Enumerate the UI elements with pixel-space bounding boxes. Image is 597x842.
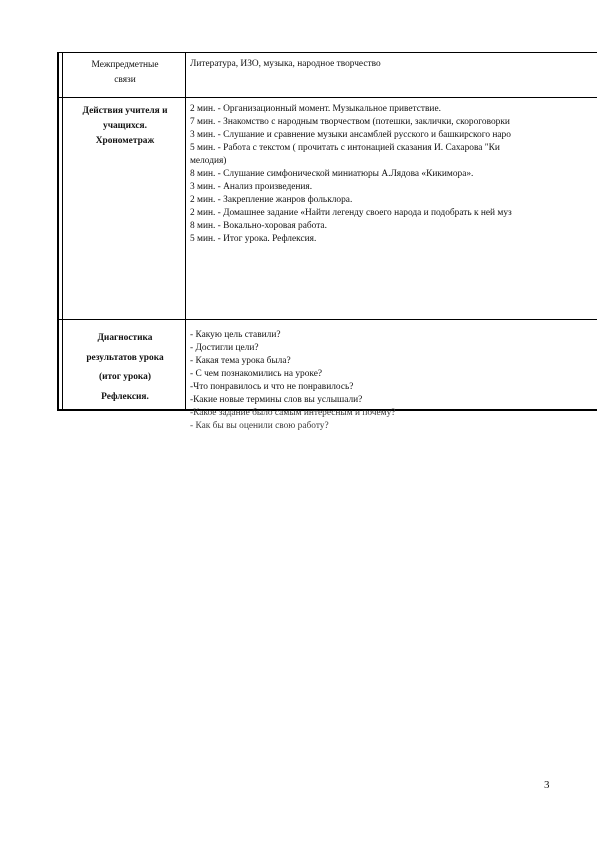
row-content-cell (189, 320, 597, 431)
content-line: 2 мин. - Домашнее задание «Найти легенду своего народа и подобрать к ней муз (190, 208, 512, 218)
content-line: - С чем познакомились на уроке? (190, 369, 323, 379)
label-line: Действия учителя и (82, 106, 168, 116)
label-line: Диагностика (97, 333, 153, 343)
row-content (189, 320, 597, 433)
content-line: -Что понравилось и что не понравилось? (190, 382, 354, 392)
content-line: - Достигли цели? (190, 343, 259, 353)
content-line: 8 мин. - Слушание симфонической миниатюры А.Лядова «Кикимора». (190, 169, 474, 179)
row-label (65, 53, 185, 88)
label-line: Хронометраж (95, 136, 155, 146)
lesson-plan-table (57, 52, 597, 431)
label-line: учащихся. (103, 121, 147, 131)
row-label-cell (65, 320, 186, 409)
content-line: 5 мин. - Итог урока. Рефлексия. (190, 234, 317, 244)
label-line: результатов урока (86, 352, 164, 363)
content-line: 3 мин. - Слушание и сравнение музыки ансамблей русского и башкирского наро (190, 130, 511, 140)
content-line: Литература, ИЗО, музыка, народное творчество (190, 59, 381, 69)
label-line: связи (114, 75, 136, 85)
row-content-cell (189, 53, 597, 97)
content-line: 2 мин. - Организационный момент. Музыкальное приветствие. (190, 104, 441, 114)
content-line: - Какая тема урока была? (190, 356, 291, 366)
content-line: 5 мин. - Работа с текстом ( прочитать с интонацией сказания И. Сахарова "Ки (190, 143, 500, 153)
row-content (189, 98, 597, 246)
row-label-cell (65, 53, 186, 97)
label-line: Рефлексия. (101, 391, 149, 402)
row-label-cell (65, 98, 186, 319)
page-number: 3 (544, 779, 550, 791)
content-line: -Какое задание было самым интересным и почему? (190, 408, 396, 418)
label-line: Межпредметные (91, 60, 159, 70)
content-line: мелодия) (190, 156, 227, 166)
content-line: 3 мин. - Анализ произведения. (190, 182, 313, 192)
table-row-timing (59, 98, 597, 320)
row-label (65, 320, 185, 407)
table-row-diagnostics (59, 320, 597, 431)
content-line: - Какую цель ставили? (190, 330, 281, 340)
table-row-interdisciplinary (59, 53, 597, 98)
content-line: 7 мин. - Знакомство с народным творчеством (потешки, заклички, скороговорки (190, 117, 510, 127)
content-line: -Какие новые термины слов вы услышали? (190, 395, 363, 405)
content-line: 2 мин. - Закрепление жанров фольклора. (190, 195, 353, 205)
row-label (65, 98, 185, 149)
content-line: - Как бы вы оценили свою работу? (190, 421, 329, 431)
row-content (189, 53, 597, 71)
row-content-cell (189, 98, 597, 319)
label-line: (итог урока) (99, 372, 151, 382)
content-line: 8 мин. - Вокально-хоровая работа. (190, 221, 327, 231)
